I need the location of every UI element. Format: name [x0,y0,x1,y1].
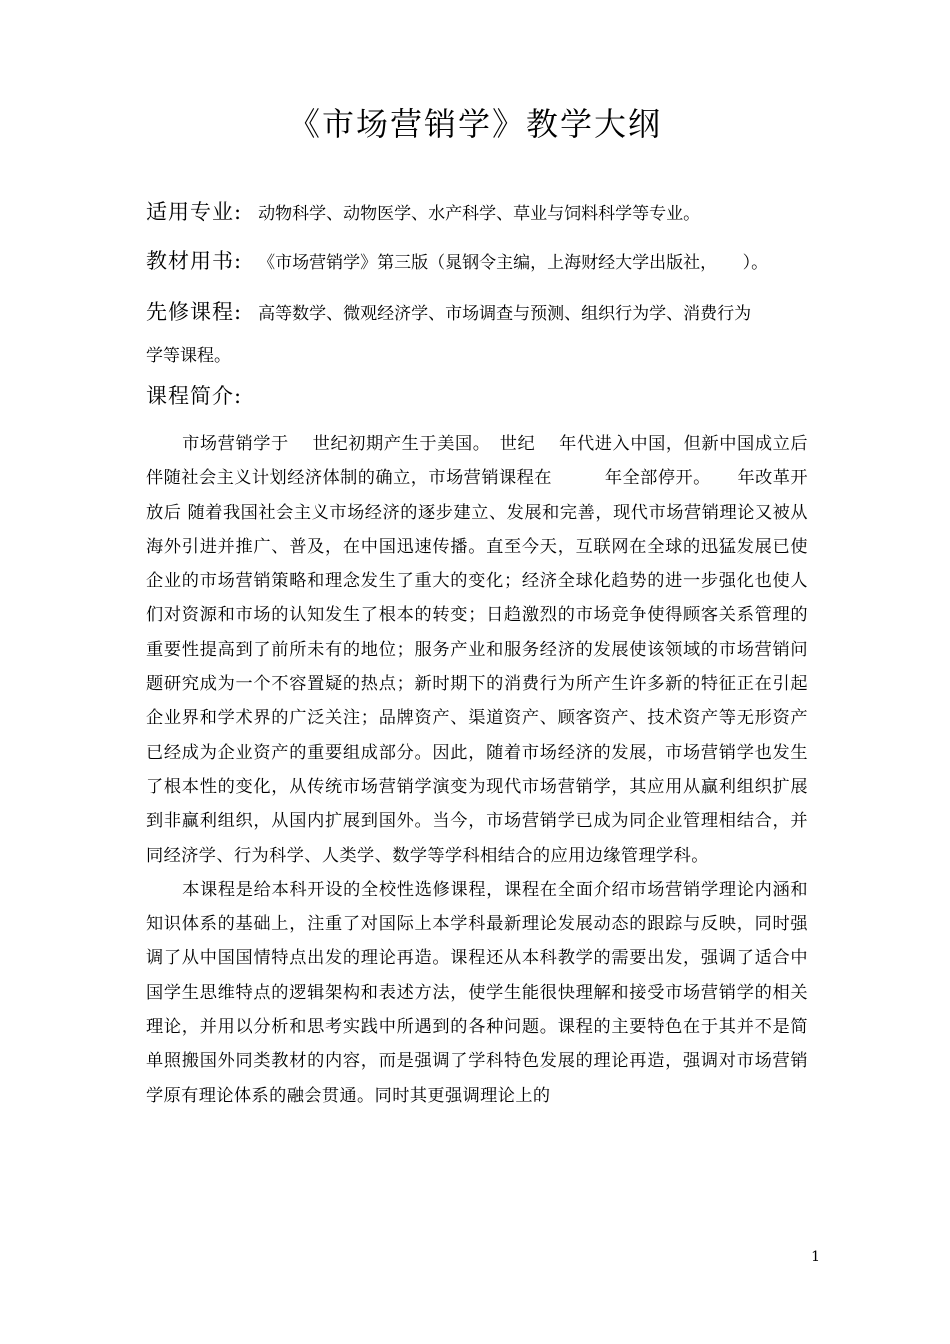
intro-paragraph-1: 市场营销学于 世纪初期产生于美国。 世纪 年代进入中国，但新中国成立后 伴随社会主义计划经济体制的确立，市场营销课程在 年全部停开。 年改革开放后 随着我国社会主义市场经济的逐步建立、发展和完善，现代市场营销理论又被从海外引进并推广、普及，在中国迅速传播。直至今天，互联网在全球的迅猛发展已使企业的市场营销策略和理念发生了重大的变化；经济全球化趋势的进一步强化也使人们对资源和市场的认知发生了根本的转变；日趋激烈的市场竞争使得顾客关系管理的重要性提高到了前所未有的地位；服务产业和服务经济的发展使该领域的市场营销问题研究成为一个不容置疑的热点；新时期下的消费行为所产生许多新的特征正在引起企业界和学术界的广泛关注；品牌资产、渠道资产、顾客资产、技术资产等无形资产已经成为企业资产的重要组成部分。因此，随着市场经济的发展，市场营销学也发生了根本性的变化，从传统市场营销学演变为现代市场营销学，其应用从赢利组织扩展到非赢利组织，从国内扩展到国外。当今，市场营销学已成为同企业管理相结合，并同经济学、行为科学、人类学、数学等学科相结合的应用边缘管理学科。 [146,434,808,866]
textbook-line [146,248,768,276]
page-number: 1 [811,1249,820,1265]
applicable-majors-label: 适用专业: [146,200,243,224]
applicable-majors-line [146,199,700,227]
textbook-label: 教材用书: [146,249,243,273]
prerequisites-value: 高等数学、微观经济学、市场调查与预测、组织行为学、消费行为 [258,304,752,324]
textbook-value: 《市场营销学》第三版（晁钢令主编，上海财经大学出版社， ）。 [258,253,769,273]
prerequisites-label: 先修课程: [146,300,243,324]
applicable-majors-value: 动物科学、动物医学、水产科学、草业与饲料科学等专业。 [258,204,701,224]
prerequisites-continuation: 学等课程。 [146,346,231,366]
prerequisites-line [146,299,751,327]
intro-paragraph-2: 本课程是给本科开设的全校性选修课程，课程在全面介绍市场营销学理论内涵和知识体系的基础上，注重了对国际上本学科最新理论发展动态的跟踪与反映，同时强调了从中国国情特点出发的理论再造。课程还从本科教学的需要出发，强调了适合中国学生思维特点的逻辑架构和表述方法，使学生能很快理解和接受市场营销学的相关理论，并用以分析和思考实践中所遇到的各种问题。课程的主要特色在于其并不是简单照搬国外同类教材的内容，而是强调了学科特色发展的理论再造，强调对市场营销学原有理论体系的融会贯通。同时其更强调理论上的 [146,879,808,1106]
course-intro-label: 课程简介: [146,384,243,408]
course-intro-body [146,427,808,1113]
document-title: 《市场营销学》教学大纲 [287,105,662,143]
